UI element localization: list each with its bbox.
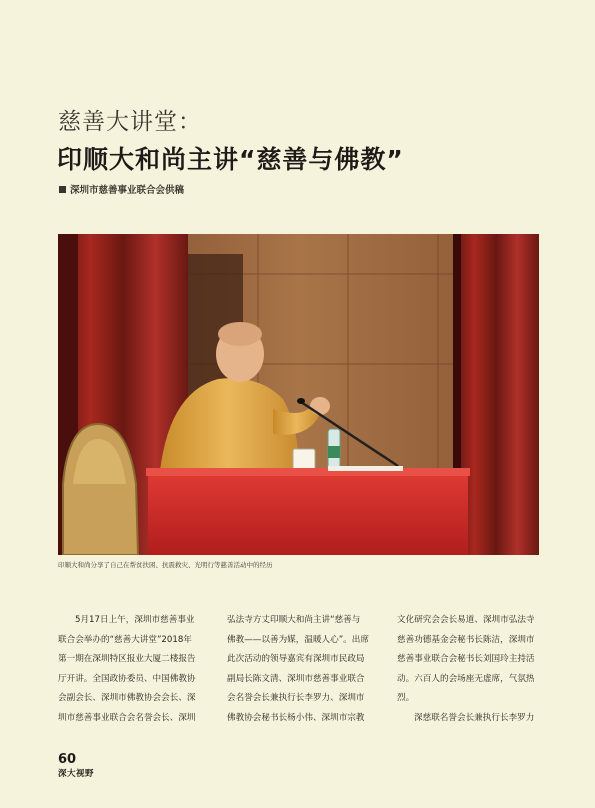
article-main-title: 印顺大和尚主讲“慈善与佛教” [57,145,404,174]
column-line: 佛教——以善为媒，温暖人心”。出席 [227,634,369,645]
article-source-text: 深圳市慈善事业联合会供稿 [70,185,185,196]
article-column-1 [58,611,196,728]
article-column-2 [227,611,369,728]
photo-caption: 印顺大和尚分享了自己在帮贫扶困、抗震救灾、光明行等慈善活动中的经历 [58,561,273,569]
column-line: 深慈联名誉会长兼执行长李罗力 [414,712,535,723]
column-line: 动。六百人的会场座无虚席，气氛热 [397,673,535,684]
column-line: 第一期在深圳特区报业大厦二楼报告 [58,654,196,664]
column-line: 圳市慈善事业联合会名誉会长、深圳 [58,712,196,723]
column-line: 5月17日上午，深圳市慈善事业 [75,615,195,625]
column-line: 联合会举办的“慈善大讲堂”2018年 [58,634,192,645]
magazine-name: 深大视野 [58,769,95,779]
article-photo [58,234,539,555]
article-source [59,182,184,196]
column-line: 会副会长、深圳市佛教协会会长、深 [58,693,196,703]
column-line: 佛教协会秘书长杨小伟、深圳市宗教 [227,712,365,723]
square-bullet-icon [59,186,66,193]
column-line: 副局长陈文清、深圳市慈善事业联合 [227,673,365,684]
column-line: 慈善功德基金会秘书长陈洁，深圳市 [397,634,535,645]
column-line: 文化研究会会长易道、深圳市弘法寺 [397,615,535,625]
column-line: 慈善事业联合会秘书长刘国玲主持活 [397,654,535,664]
column-line: 会名誉会长兼执行长李罗力、深圳市 [227,693,365,703]
article-kicker-title: 慈善大讲堂： [58,109,202,135]
column-line: 此次活动的领导嘉宾有深圳市民政局 [227,654,365,664]
column-line: 烈。 [397,693,415,703]
column-line: 弘法寺方丈印顺大和尚主讲“慈善与 [227,615,361,625]
article-column-3 [397,611,535,728]
column-line: 厅开讲。全国政协委员、中国佛教协 [58,673,196,684]
page-number: 60 [58,752,77,767]
